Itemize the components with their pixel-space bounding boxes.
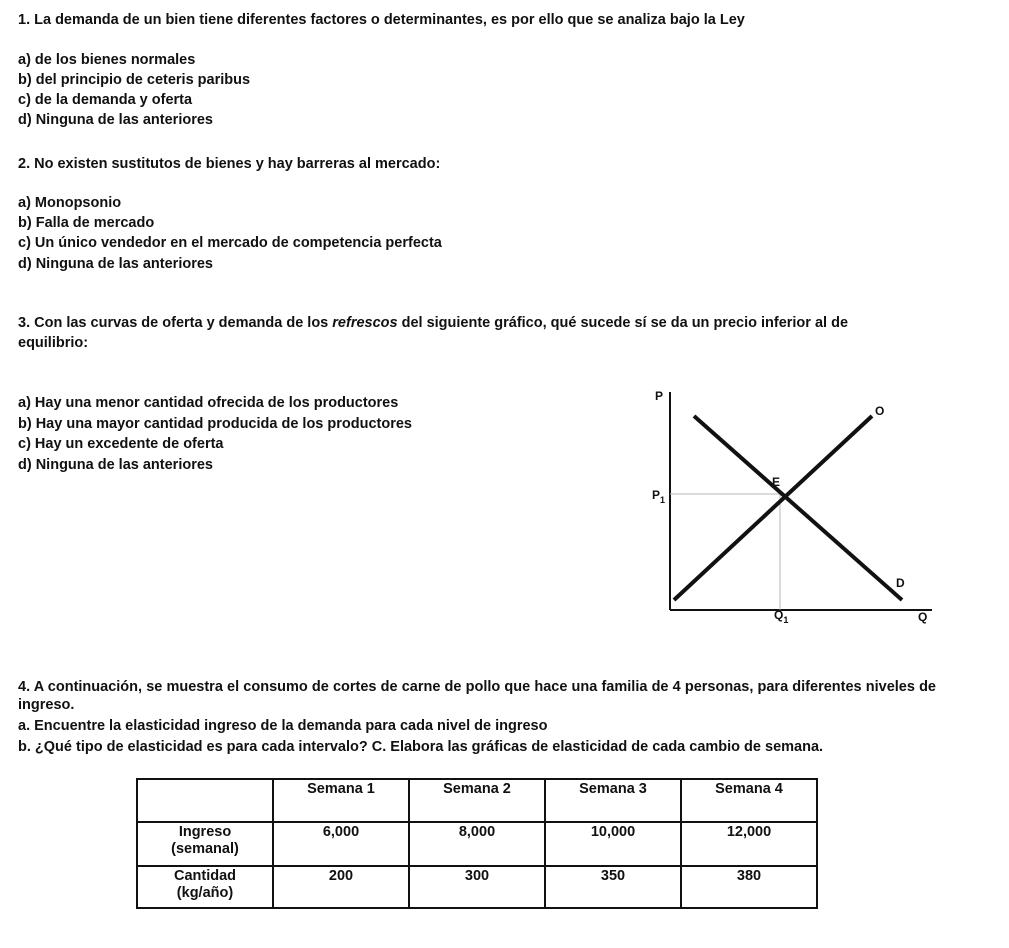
equilibrium-price-label: $P_1$ (652, 488, 666, 505)
table-cell: 10,000 (545, 822, 681, 866)
table-row (137, 866, 817, 908)
table-row (137, 822, 817, 866)
table-cell: 350 (545, 866, 681, 908)
question-1-option-a: a) de los bienes normales (18, 52, 196, 68)
table-header-row (137, 779, 817, 822)
question-1-option-d: d) Ninguna de las anteriores (18, 112, 213, 128)
table-header-cell: Semana 2 (409, 779, 545, 822)
table-cell: 380 (681, 866, 817, 908)
question-4-text: 4. A continuación, se muestra el consumo de cortes de carne de pollo que hace una familia de 4 personas, para diferentes niveles de ingreso. (18, 679, 936, 713)
supply-curve-label: O (875, 404, 885, 418)
question-4-part-a: a. Encuentre la elasticidad ingreso de la demanda para cada nivel de ingreso (18, 718, 548, 734)
equilibrium-quantity-label: $Q_1$ (774, 608, 789, 625)
question-2-option-c: c) Un único vendedor en el mercado de competencia perfecta (18, 235, 442, 251)
question-3-italic-word: refrescos (332, 315, 398, 331)
equilibrium-label: E (772, 475, 781, 489)
table-row-label: Cantidad (kg/año) (137, 866, 273, 908)
table-row-label: Ingreso (semanal) (137, 822, 273, 866)
income-consumption-table (136, 778, 818, 909)
table-header-cell: Semana 3 (545, 779, 681, 822)
quantity-axis-label: Q (918, 610, 928, 624)
table-cell: 200 (273, 866, 409, 908)
question-1-text: 1. La demanda de un bien tiene diferentes factores o determinantes, es por ello que se analiza bajo la Ley (18, 12, 745, 28)
question-3-option-d: d) Ninguna de las anteriores (18, 457, 213, 473)
question-3-option-b: b) Hay una mayor cantidad producida de los productores (18, 416, 412, 432)
table-cell: 12,000 (681, 822, 817, 866)
question-2-option-d: d) Ninguna de las anteriores (18, 256, 213, 272)
question-2-option-a: a) Monopsonio (18, 195, 122, 211)
question-3-option-c: c) Hay un excedente de oferta (18, 436, 224, 452)
demand-curve-label: D (896, 576, 905, 590)
table-header-cell: Semana 1 (273, 779, 409, 822)
table-header-cell (137, 779, 273, 822)
question-4-part-b: b. ¿Qué tipo de elasticidad es para cada intervalo? C. Elabora las gráficas de elasticidad de cada cambio de semana. (18, 739, 824, 755)
question-1-option-c: c) de la demanda y oferta (18, 92, 193, 108)
price-axis-label: P (655, 389, 664, 403)
table-cell: 6,000 (273, 822, 409, 866)
question-3-text: 3. Con las curvas de oferta y demanda de los refrescos del siguiente gráfico, qué sucede sí se da un precio inferior al de (18, 315, 849, 331)
supply-demand-graph (640, 378, 940, 630)
question-2-option-b: b) Falla de mercado (18, 215, 155, 231)
question-3-option-a: a) Hay una menor cantidad ofrecida de los productores (18, 395, 399, 411)
supply-curve (674, 416, 872, 600)
question-1-option-b: b) del principio de ceteris paribus (18, 72, 251, 88)
table-cell: 300 (409, 866, 545, 908)
demand-curve (694, 416, 902, 600)
table-cell: 8,000 (409, 822, 545, 866)
question-3-text-line2: equilibrio: (18, 335, 89, 351)
question-2-text: 2. No existen sustitutos de bienes y hay barreras al mercado: (18, 156, 441, 172)
table-header-cell: Semana 4 (681, 779, 817, 822)
